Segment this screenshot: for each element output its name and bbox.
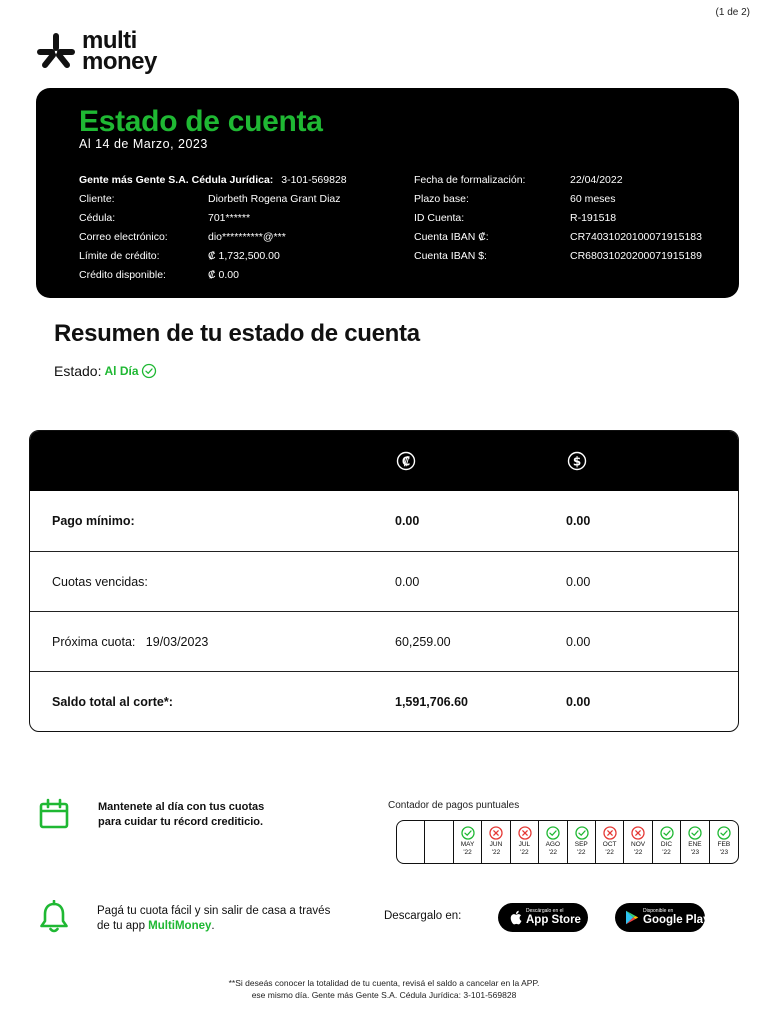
summary-title: Resumen de tu estado de cuenta: [54, 320, 420, 347]
svg-text:$: $: [572, 454, 582, 469]
svg-text:₡: ₡: [401, 454, 411, 469]
google-play-label: Google Play: [643, 914, 710, 926]
id-label: Cédula:: [79, 212, 116, 224]
payment-month-label: ENE '23: [688, 841, 702, 856]
account-header-card: [36, 88, 739, 298]
available-credit-label: Crédito disponible:: [79, 269, 166, 281]
credit-limit-value: ₡ 1,732,500.00: [208, 250, 280, 262]
formalization-date-value: 22/04/2022: [570, 174, 623, 186]
payment-month-cell: [454, 821, 482, 863]
payment-month-label: SEP '22: [574, 841, 588, 856]
payment-month-cell: [425, 821, 453, 863]
payment-month-label: OCT '22: [602, 841, 617, 856]
iban-colones-label: Cuenta IBAN ₡:: [414, 231, 489, 243]
check-circle-icon: [546, 826, 560, 840]
multimoney-logo: [36, 27, 176, 80]
google-play-small-text: Disponible en: [643, 908, 674, 914]
x-circle-icon: [631, 826, 645, 840]
download-label: Descargalo en:: [384, 910, 462, 922]
balance-table: [29, 430, 739, 732]
check-circle-icon: [461, 826, 475, 840]
balance-table-header: [30, 431, 738, 491]
payment-month-label: JUN '22: [489, 841, 503, 856]
app-store-small-text: Descárgalo en el: [526, 908, 564, 914]
app-promo-text: Pagá tu cuota fácil y sin salir de casa a través de tu app MultiMoney.: [97, 905, 331, 932]
payment-month-cell: [539, 821, 567, 863]
payment-month-cell: [568, 821, 596, 863]
app-store-label: App Store: [526, 914, 581, 926]
page-indicator: (1 de 2): [715, 7, 750, 18]
x-circle-icon: [489, 826, 503, 840]
logo-wordmark: multi money: [82, 27, 157, 75]
reminder-text: Mantenete al día con tus cuotas para cuidar tu récord crediticio.: [98, 801, 265, 828]
iban-dollars-label: Cuenta IBAN $:: [414, 250, 487, 262]
status-line: [54, 363, 157, 379]
check-circle-icon: [660, 826, 674, 840]
check-circle-icon: [575, 826, 589, 840]
asterisk-logo-icon: [36, 32, 76, 72]
payment-month-cell: [482, 821, 510, 863]
footnote: **Si deseás conocer la totalidad de tu cuenta, revisá el saldo a cancelar en la APP. ese mismo día. Gente más Gente S.A. Cédula Jurídica: 3-101-569828: [228, 978, 540, 1000]
payment-month-label: JUL '22: [518, 841, 531, 856]
x-circle-icon: [603, 826, 617, 840]
email-label: Correo electrónico:: [79, 231, 168, 243]
table-row-minimum-payment: Pago mínimo: 0.00 0.00: [52, 514, 591, 528]
check-circle-icon: [688, 826, 702, 840]
colon-currency-icon: [396, 451, 416, 471]
term-value: 60 meses: [570, 193, 616, 205]
client-label: Cliente:: [79, 193, 115, 205]
iban-colones-value: CR74031020100071915183: [570, 231, 702, 243]
payment-month-label: FEB '23: [717, 841, 731, 856]
table-row-next-installment: Próxima cuota: 19/03/2023 60,259.00 0.00: [30, 611, 738, 671]
payment-month-cell: [624, 821, 652, 863]
statement-date: Al 14 de Marzo, 2023: [79, 137, 208, 151]
google-play-icon: [625, 910, 639, 925]
app-name: MultiMoney: [148, 920, 212, 932]
table-row-overdue-installments: Cuotas vencidas: 0.00 0.00: [30, 551, 738, 611]
account-id-label: ID Cuenta:: [414, 212, 465, 224]
app-store-button[interactable]: [498, 903, 588, 932]
status-label: Estado:: [54, 363, 102, 379]
email-value: dio**********@***: [208, 231, 286, 243]
statement-title: Estado de cuenta: [79, 105, 323, 138]
calendar-icon: [38, 798, 70, 830]
dollar-currency-icon: [567, 451, 587, 471]
iban-dollars-value: CR68031020200071915189: [570, 250, 702, 262]
payment-month-cell: [397, 821, 425, 863]
payment-month-cell: [681, 821, 709, 863]
check-circle-icon: [141, 363, 157, 379]
credit-limit-label: Límite de crédito:: [79, 250, 160, 262]
account-id-value: R-191518: [570, 212, 617, 224]
payment-month-cell: [596, 821, 624, 863]
x-circle-icon: [518, 826, 532, 840]
check-circle-icon: [717, 826, 731, 840]
bell-icon: [38, 900, 70, 934]
payment-month-label: MAY '22: [460, 841, 475, 856]
payment-month-label: DIC '22: [660, 841, 673, 856]
payment-month-cell: [710, 821, 738, 863]
status-value: Al Día: [104, 364, 139, 378]
formalization-date-label: Fecha de formalización:: [414, 174, 526, 186]
id-value: 701******: [208, 212, 251, 224]
company-row: Gente más Gente S.A. Cédula Jurídica: 3-101-569828: [79, 174, 347, 186]
payment-month-label: AGO '22: [545, 841, 561, 856]
available-credit-value: ₡ 0.00: [208, 269, 239, 281]
payment-counter-title: Contador de pagos puntuales: [388, 800, 520, 811]
payment-counter: [396, 820, 739, 864]
payment-month-cell: [653, 821, 681, 863]
payment-month-cell: [511, 821, 539, 863]
table-row-total-balance: Saldo total al corte*: 1,591,706.60 0.00: [30, 671, 738, 731]
google-play-button[interactable]: [615, 903, 710, 932]
term-label: Plazo base:: [414, 193, 469, 205]
apple-icon: [509, 910, 522, 925]
payment-month-label: NOV '22: [631, 841, 646, 856]
client-value: Diorbeth Rogena Grant Diaz: [208, 193, 341, 205]
